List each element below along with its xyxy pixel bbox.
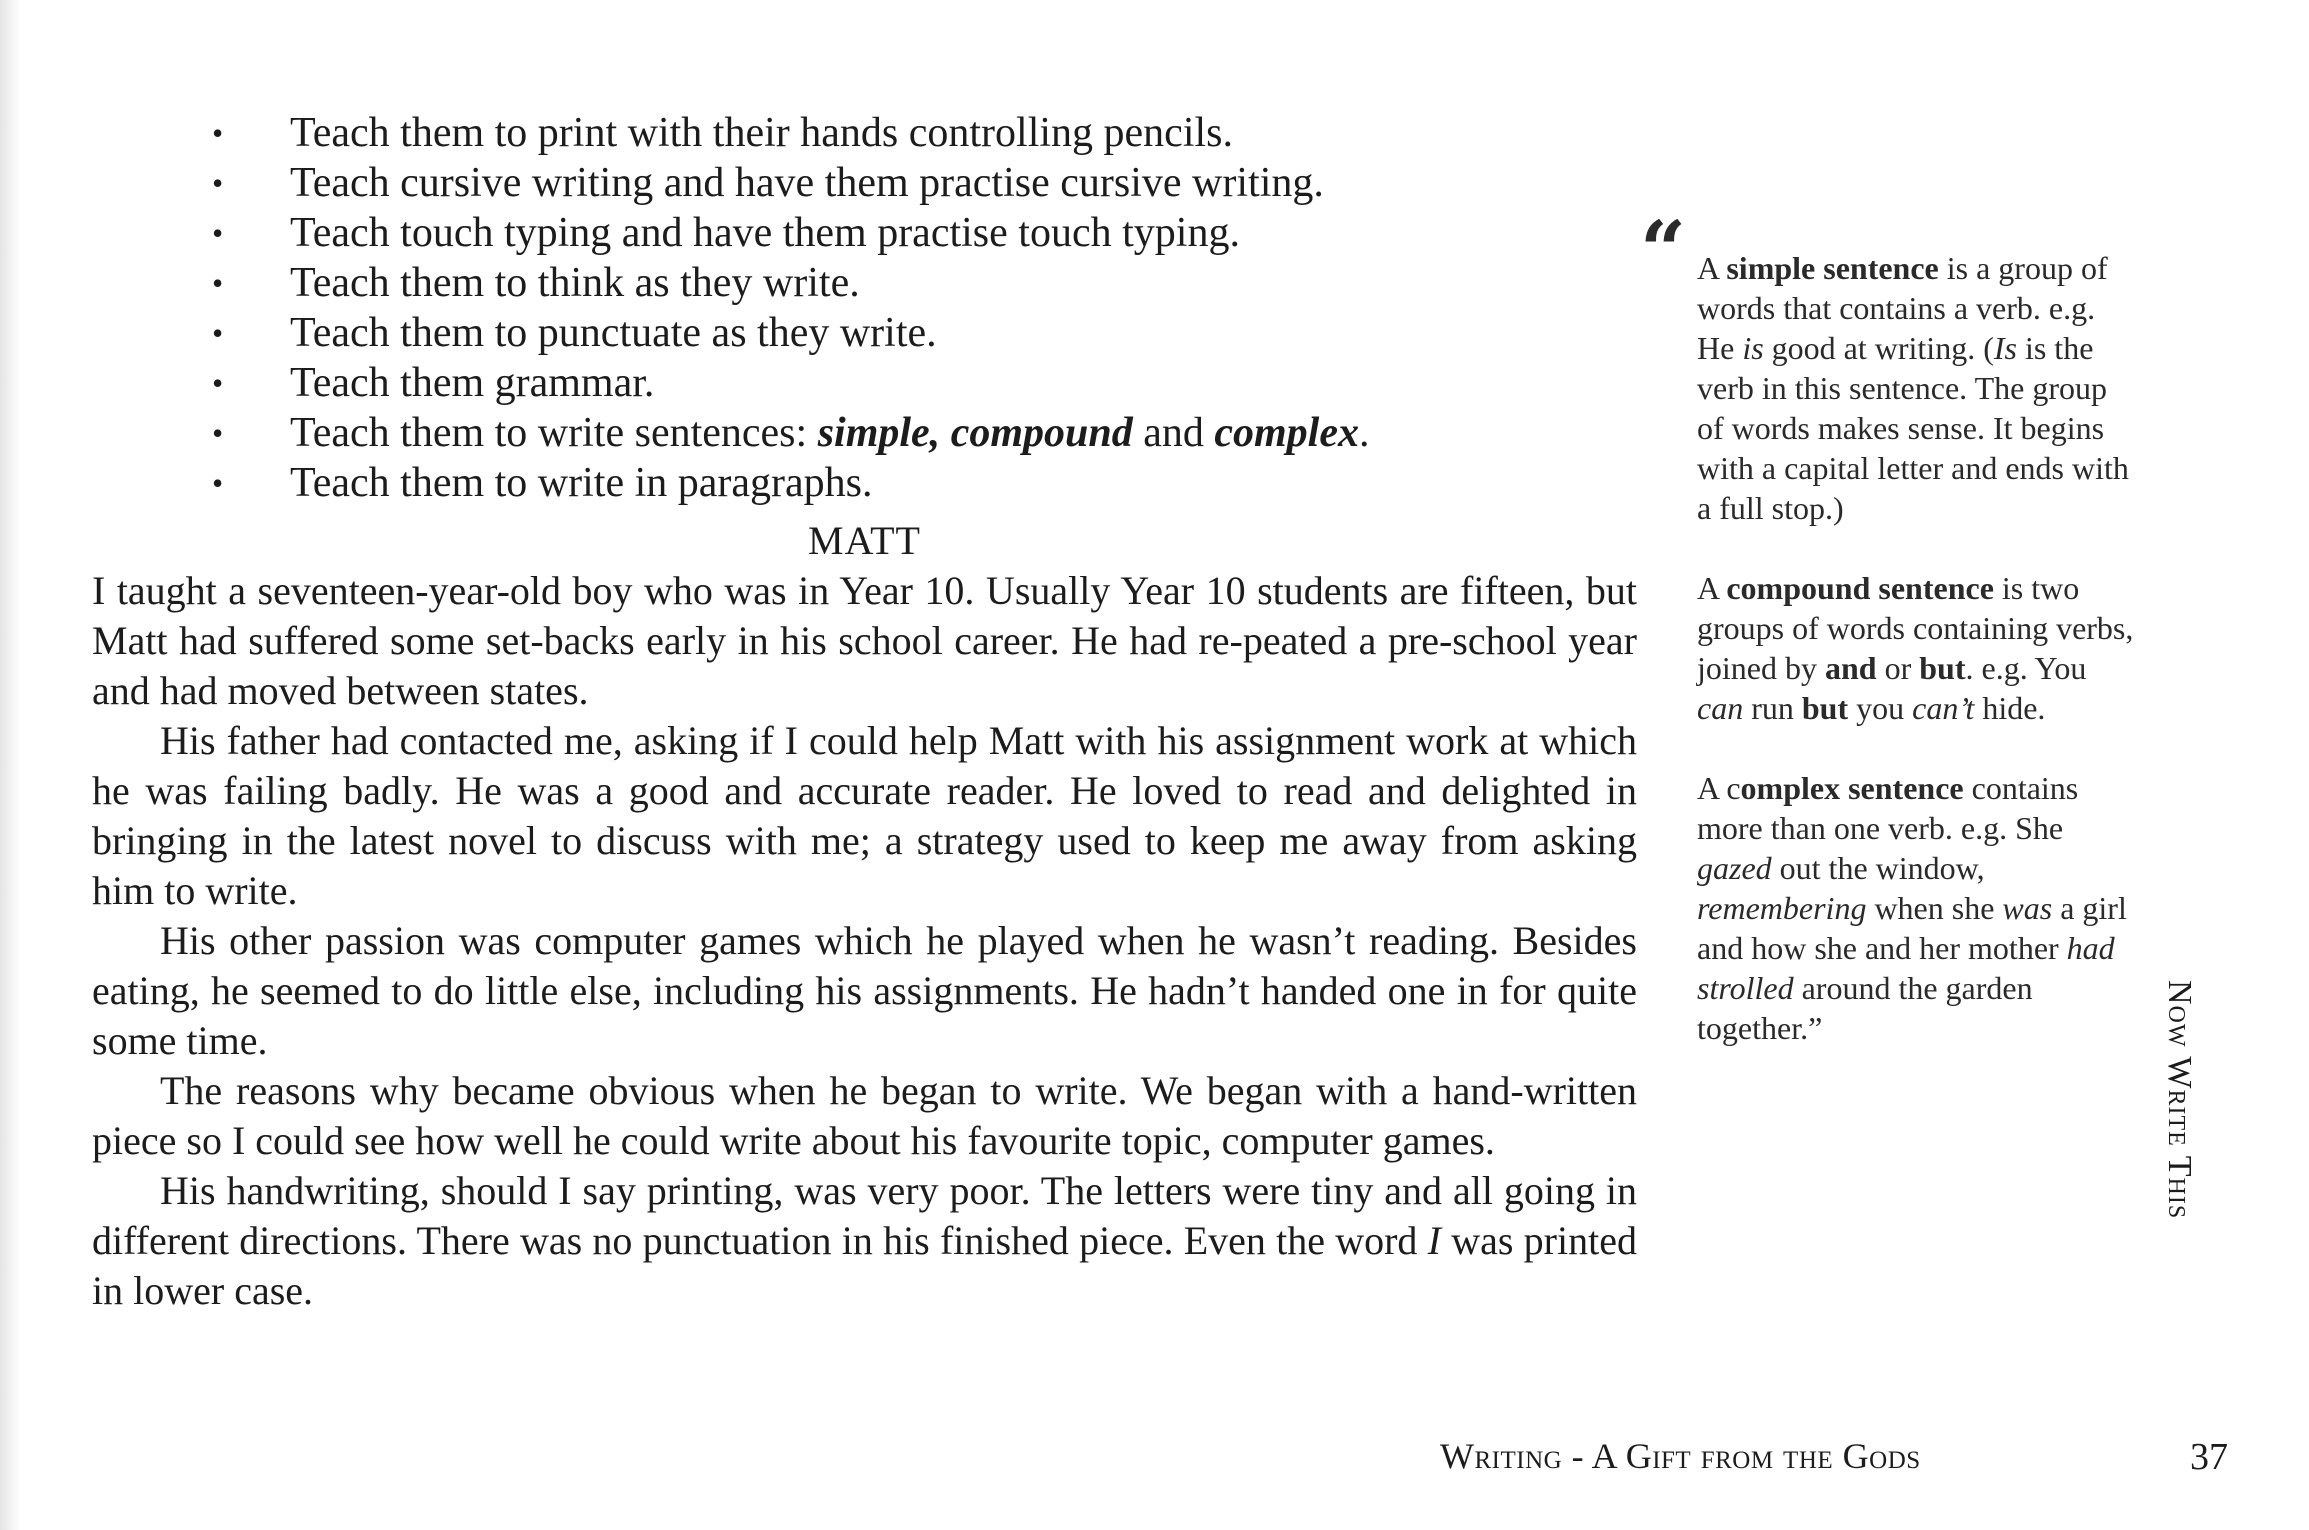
sidebar-text: A bbox=[1697, 250, 1727, 286]
bullet-text: and bbox=[1132, 410, 1215, 456]
bullet-text bbox=[940, 410, 951, 456]
bullet-text: Teach them to write in paragraphs. bbox=[290, 460, 873, 506]
page-number: 37 bbox=[2190, 1436, 2228, 1478]
sidebar-emphasis: had strolled bbox=[1697, 930, 2115, 1006]
bullet-text: Teach them to print with their hands controlling pencils. bbox=[290, 110, 1234, 156]
sidebar-text: is two groups of words containing verbs, joined by bbox=[1697, 570, 2134, 686]
sidebar-emphasis: can’t bbox=[1912, 690, 1975, 726]
sidebar-emphasis: is bbox=[1742, 330, 1764, 366]
sidebar-text: or bbox=[1876, 650, 1920, 686]
body-paragraph bbox=[92, 716, 1637, 916]
bullet-item bbox=[212, 158, 1637, 208]
body-paragraph bbox=[92, 1166, 1637, 1316]
bullet-item bbox=[212, 108, 1637, 158]
paragraph-text: The reasons why became obvious when he began to write. We began with a hand-written piece so I could see how well he could write about his favourite topic, computer games. bbox=[92, 1068, 1637, 1163]
sidebar-text: hide. bbox=[1974, 690, 2046, 726]
sidebar-emphasis: gazed bbox=[1697, 850, 1772, 886]
sidebar-emphasis: Is bbox=[1993, 330, 2017, 366]
bullet-emphasis: compound bbox=[950, 410, 1133, 456]
bullet-text: Teach cursive writing and have them practise cursive writing. bbox=[290, 160, 1324, 206]
sidebar-text: when she bbox=[1866, 890, 2003, 926]
bullet-item bbox=[212, 308, 1637, 358]
sidebar-emphasis: but bbox=[1919, 650, 1966, 686]
page-edge-shadow bbox=[0, 0, 20, 1530]
section-title: MATT bbox=[808, 518, 921, 563]
emphasis-word: I bbox=[1427, 1218, 1441, 1263]
bullet-text: Teach them to write sentences: bbox=[290, 410, 818, 456]
body-text bbox=[92, 566, 1637, 1316]
sidebar-emphasis: but bbox=[1801, 690, 1849, 726]
sidebar-emphasis: remembering bbox=[1697, 890, 1867, 926]
sidebar-paragraph bbox=[1697, 768, 2137, 1048]
bullet-item bbox=[212, 208, 1637, 258]
bullet-dot-icon: • bbox=[212, 365, 224, 401]
body-paragraph bbox=[92, 566, 1637, 716]
body-paragraph bbox=[92, 1066, 1637, 1166]
sidebar-text: good at writing. ( bbox=[1763, 330, 1994, 366]
bullet-item bbox=[212, 258, 1637, 308]
sidebar-text: is the verb in this sentence. The group of words makes sense. It begins with a capital letter and ends with a full stop.) bbox=[1697, 330, 2129, 526]
bullet-dot-icon: • bbox=[212, 165, 224, 201]
sidebar-text: a girl and how she and her mother bbox=[1697, 890, 2127, 966]
sidebar-paragraph bbox=[1697, 568, 2137, 728]
sidebar-emphasis: was bbox=[2002, 890, 2053, 926]
quote-mark-icon: “ bbox=[1640, 203, 1687, 297]
bullet-dot-icon: • bbox=[212, 465, 224, 501]
sidebar-text: A bbox=[1697, 570, 1727, 606]
paragraph-text: His other passion was computer games which he played when he wasn’t reading. Besides eating, he seemed to do little else, including his assignments. He hadn’t handed one in for quite some time. bbox=[92, 918, 1637, 1063]
body-paragraph bbox=[92, 916, 1637, 1066]
bullet-dot-icon: • bbox=[212, 265, 224, 301]
sidebar-emphasis: omplex sentence bbox=[1740, 770, 1964, 806]
bullet-text: Teach them grammar. bbox=[290, 360, 655, 406]
bullet-dot-icon: • bbox=[212, 115, 224, 151]
bullet-text: Teach them to think as they write. bbox=[290, 260, 860, 306]
sidebar-text: out the window, bbox=[1771, 850, 1985, 886]
sidebar-paragraph bbox=[1697, 248, 2137, 528]
sidebar-text: around the garden together.” bbox=[1697, 970, 2033, 1046]
side-title bbox=[2144, 980, 2204, 1280]
bullet-text: Teach them to punctuate as they write. bbox=[290, 310, 937, 356]
main-column bbox=[92, 108, 1637, 1316]
sidebar-emphasis: simple sentence bbox=[1726, 250, 1939, 286]
sidebar-emphasis: can bbox=[1697, 690, 1744, 726]
bullet-dot-icon: • bbox=[212, 415, 224, 451]
footer-book-title: Writing - A Gift from the Gods bbox=[1440, 1436, 1921, 1476]
sidebar-emphasis: compound sentence bbox=[1726, 570, 1994, 606]
sidebar-text: you bbox=[1848, 690, 1913, 726]
side-title-text: Now Write This bbox=[2161, 980, 2198, 1220]
bullet-text: Teach touch typing and have them practise touch typing. bbox=[290, 210, 1240, 256]
sidebar-text: is a group of words that contains a verb. e.g. He bbox=[1697, 250, 2108, 366]
sidebar-text: . e.g. You bbox=[1965, 650, 2087, 686]
sidebar-emphasis: and bbox=[1824, 650, 1877, 686]
bullet-dot-icon: • bbox=[212, 315, 224, 351]
bullet-item bbox=[212, 408, 1637, 458]
sidebar-text: A c bbox=[1697, 770, 1741, 806]
sidebar-note bbox=[1697, 248, 2137, 1088]
sidebar-text: run bbox=[1743, 690, 1802, 726]
paragraph-text: His handwriting, should I say printing, was very poor. The letters were tiny and all going in different directions. There was no punctuation in his finished piece. Even the word bbox=[92, 1168, 1637, 1263]
bullet-emphasis: complex bbox=[1214, 410, 1359, 456]
bullet-item bbox=[212, 458, 1637, 508]
paragraph-text: His father had contacted me, asking if I could help Matt with his assignment work at which he was failing badly. He was a good and accurate reader. He loved to read and delighted in bringing in the latest novel to discuss with me; a strategy used to keep me away from asking him to write. bbox=[92, 718, 1637, 913]
bullet-item bbox=[212, 358, 1637, 408]
paragraph-text: was printed in lower case. bbox=[92, 1218, 1637, 1313]
bullet-emphasis: simple, bbox=[817, 410, 941, 456]
paragraph-text: I taught a seventeen-year-old boy who was in Year 10. Usually Year 10 students are fifteen, but Matt had suffered some set-backs early in his school career. He had re-peated a pre-school year and had moved between states. bbox=[92, 568, 1637, 713]
sidebar-text: contains more than one verb. e.g. She bbox=[1697, 770, 2079, 846]
bullet-text: . bbox=[1359, 410, 1370, 456]
bullet-list bbox=[92, 108, 1637, 508]
bullet-dot-icon: • bbox=[212, 215, 224, 251]
